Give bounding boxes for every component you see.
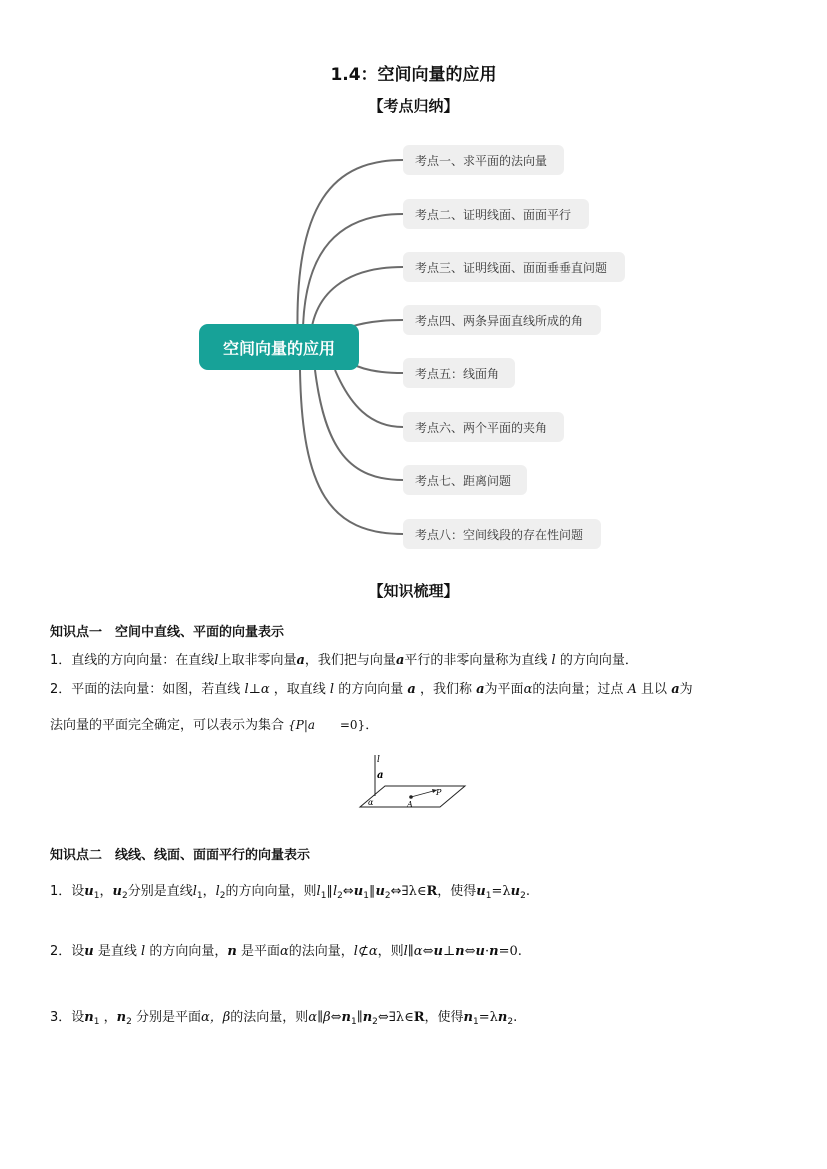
section-heading-kaodian: 【考点归纳】 [368, 97, 459, 115]
mindmap-node-3: 考点三、证明线面、面面垂垂直问题 [403, 252, 625, 282]
label-l: l [377, 755, 380, 765]
kp2-heading: 知识点二 线线、线面、面面平行的向量表示 [50, 848, 311, 863]
plane-normal-figure [350, 750, 475, 812]
label-a: a [377, 770, 384, 781]
mindmap-node-6: 考点六、两个平面的夹角 [403, 412, 564, 442]
kp1-heading: 知识点一 空间中直线、平面的向量表示 [50, 625, 285, 640]
kp2-item2: 2．设u 是直线 l 的方向向量，n 是平面α的法向量，l⊄α，则l∥α⇔u⊥n⇔u·n=0. [50, 944, 522, 959]
mindmap-node-4: 考点四、两条异面直线所成的角 [403, 305, 601, 335]
label-A: A [407, 800, 413, 809]
label-alpha: α [368, 798, 374, 807]
kp2-item3: 3．设$n_1$ ，$n_2$ 分别是平面α，β的法向量，则$\alpha\parallel\beta\Leftrightarrow n_1\parallel n_2\Leftrightarrow\exists\lambda\in R$，使得$n_1=\lambda n_2$. [50, 1010, 518, 1027]
mindmap-node-1: 考点一、求平面的法向量 [403, 145, 564, 175]
section-heading-zhishi: 【知识梳理】 [368, 582, 459, 600]
mindmap-node-2: 考点二、证明线面、面面平行 [403, 199, 589, 229]
kp1-item2-line2: 法向量的平面完全确定，可以表示为集合 {P|a =0}． [50, 718, 379, 733]
label-P: P [436, 788, 442, 797]
kp2-item1: 1．设$u_1$，$u_2$分别是直线$l_1$，$l_2$的方向向量，则$l_1\parallel l_2\Leftrightarrow u_1\parallel u_2\Leftrightarrow\exists\lambda\in R$，使得$u_1=\lambda u_2$. [50, 884, 530, 901]
connector-6 [335, 370, 403, 427]
mindmap-node-8: 考点八：空间线段的存在性问题 [403, 519, 601, 549]
mindmap-node-7: 考点七、距离问题 [403, 465, 527, 495]
mindmap-node-5: 考点五：线面角 [403, 358, 515, 388]
page-title: 1.4：空间向量的应用 [330, 65, 497, 85]
kp1-item2-line1: 2．平面的法向量：如图，若直线 l⊥α ，取直线 l 的方向向量 a ，我们称 a为平面α的法向量；过点 A 且以 a为 [50, 682, 693, 697]
kp1-item1: 1．直线的方向向量：在直线l上取非零向量a，我们把与向量a平行的非零向量称为直线 l 的方向向量． [50, 653, 638, 668]
connector-8 [300, 370, 403, 534]
mindmap-root: 空间向量的应用 [199, 324, 359, 370]
